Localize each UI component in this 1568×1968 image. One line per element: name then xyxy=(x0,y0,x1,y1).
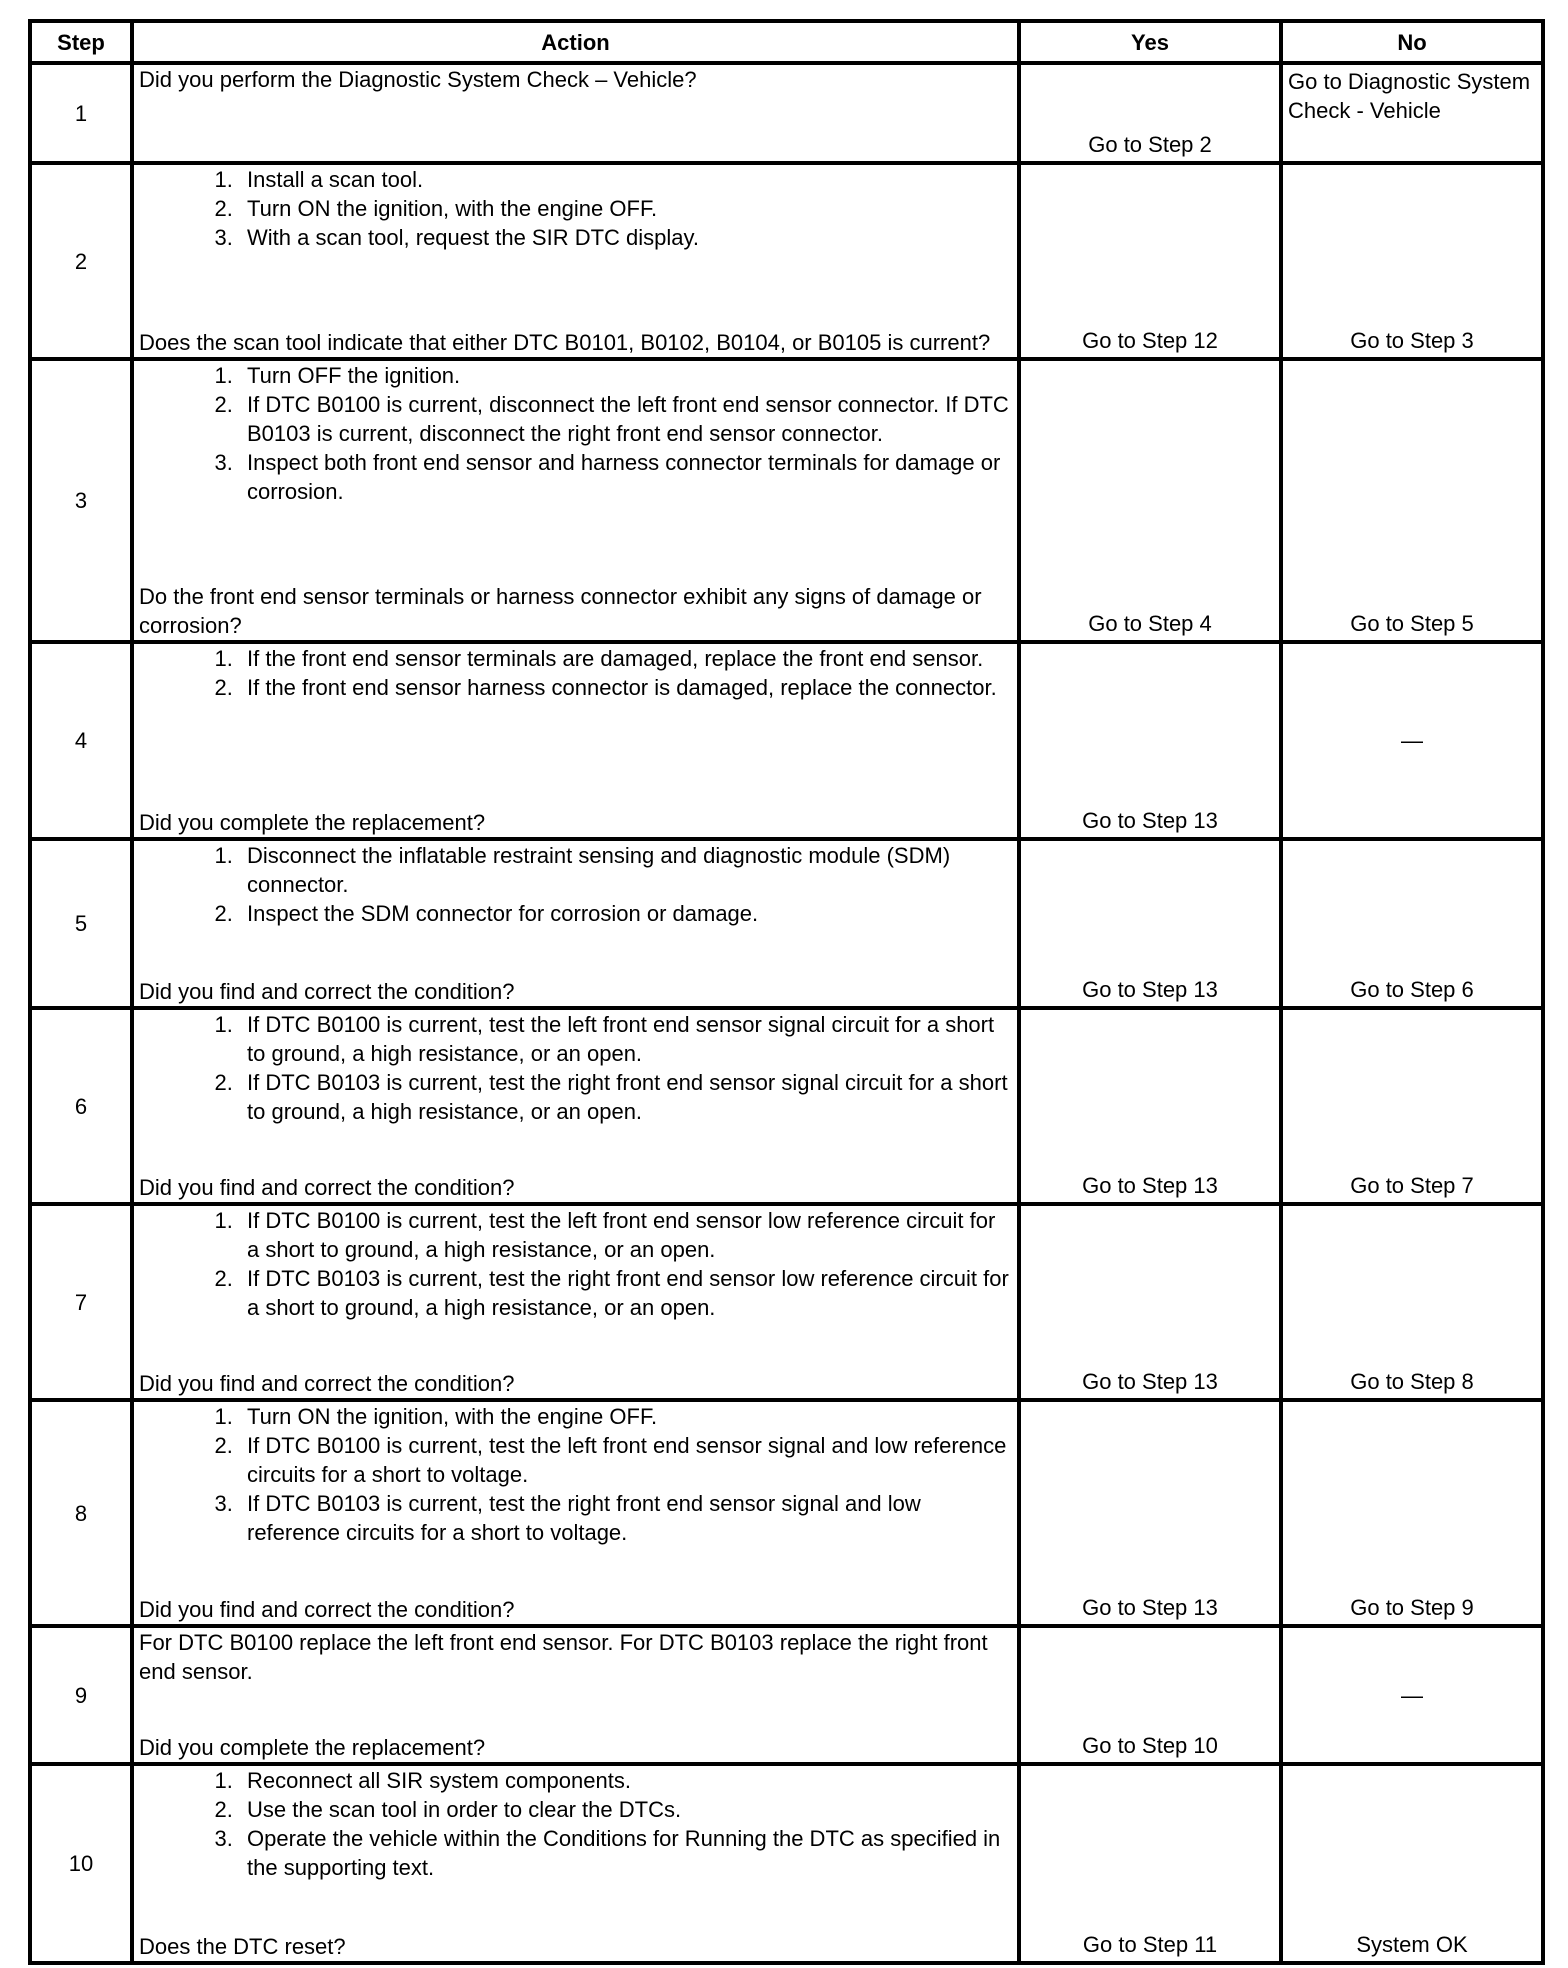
action-cell xyxy=(132,1204,1019,1400)
action-step: 3. Inspect both front end sensor and harness connector terminals for damage or corrosion. xyxy=(239,448,1012,506)
action-step: 2. Inspect the SDM connector for corrosion or damage. xyxy=(239,899,1012,928)
table-row xyxy=(30,642,1543,839)
action-question: Did you find and correct the condition? xyxy=(139,1371,515,1396)
header-action: Action xyxy=(132,21,1019,63)
yes-cell: Go to Step 11 xyxy=(1019,1764,1281,1963)
yes-cell: Go to Step 13 xyxy=(1019,642,1281,839)
header-yes: Yes xyxy=(1019,21,1281,63)
action-cell xyxy=(132,63,1019,163)
step-number: 9 xyxy=(30,1626,132,1764)
action-step: 2. If DTC B0100 is current, test the left front end sensor signal and low reference circuits for a short to voltage. xyxy=(239,1431,1012,1489)
header-row xyxy=(30,21,1543,63)
action-step: 1. Disconnect the inflatable restraint sensing and diagnostic module (SDM) connector. xyxy=(239,841,1012,899)
step-number: 5 xyxy=(30,839,132,1008)
yes-cell: Go to Step 13 xyxy=(1019,1400,1281,1626)
action-step: 1. Turn OFF the ignition. xyxy=(239,361,1012,390)
no-cell: Go to Step 6 xyxy=(1281,839,1543,1008)
action-step: 1. Turn ON the ignition, with the engine OFF. xyxy=(239,1402,1012,1431)
action-question: Did you complete the replacement? xyxy=(139,1735,486,1760)
action-cell xyxy=(132,1008,1019,1204)
action-cell xyxy=(132,1626,1019,1764)
action-steps xyxy=(139,1010,1012,1126)
no-cell: System OK xyxy=(1281,1764,1543,1963)
action-question: Did you find and correct the condition? xyxy=(139,1175,515,1200)
action-question: Does the scan tool indicate that either DTC B0101, B0102, B0104, or B0105 is current? xyxy=(139,330,991,355)
action-step: 2. If the front end sensor harness connector is damaged, replace the connector. xyxy=(239,673,1012,702)
table-row xyxy=(30,839,1543,1008)
action-steps xyxy=(139,1206,1012,1322)
step-number: 2 xyxy=(30,163,132,359)
table-row xyxy=(30,163,1543,359)
table-row xyxy=(30,359,1543,642)
yes-cell: Go to Step 4 xyxy=(1019,359,1281,642)
action-step: 3. With a scan tool, request the SIR DTC display. xyxy=(239,223,1012,252)
action-step: 1. If DTC B0100 is current, test the left front end sensor signal circuit for a short to ground, a high resistance, or an open. xyxy=(239,1010,1012,1068)
step-number: 1 xyxy=(30,63,132,163)
action-steps xyxy=(139,361,1012,506)
step-number: 3 xyxy=(30,359,132,642)
action-intro: For DTC B0100 replace the left front end sensor. For DTC B0103 replace the right front end sensor. xyxy=(139,1630,988,1684)
table-row xyxy=(30,1400,1543,1626)
action-step: 2. If DTC B0103 is current, test the right front end sensor low reference circuit for a short to ground, a high resistance, or an open. xyxy=(239,1264,1012,1322)
action-step: 1. If DTC B0100 is current, test the left front end sensor low reference circuit for a short to ground, a high resistance, or an open. xyxy=(239,1206,1012,1264)
header-no: No xyxy=(1281,21,1543,63)
step-number: 6 xyxy=(30,1008,132,1204)
action-cell xyxy=(132,839,1019,1008)
action-step: 1. Reconnect all SIR system components. xyxy=(239,1766,1012,1795)
action-step: 2. Use the scan tool in order to clear the DTCs. xyxy=(239,1795,1012,1824)
action-question: Did you perform the Diagnostic System Check – Vehicle? xyxy=(139,67,697,92)
table-row xyxy=(30,1626,1543,1764)
no-cell: — xyxy=(1281,1626,1543,1764)
table-row xyxy=(30,1008,1543,1204)
no-cell: — xyxy=(1281,642,1543,839)
step-number: 7 xyxy=(30,1204,132,1400)
action-step: 1. If the front end sensor terminals are damaged, replace the front end sensor. xyxy=(239,644,1012,673)
action-cell xyxy=(132,163,1019,359)
yes-cell: Go to Step 13 xyxy=(1019,1008,1281,1204)
yes-cell: Go to Step 10 xyxy=(1019,1626,1281,1764)
yes-cell: Go to Step 2 xyxy=(1019,63,1281,163)
no-cell: Go to Step 8 xyxy=(1281,1204,1543,1400)
table-row xyxy=(30,1764,1543,1963)
action-cell xyxy=(132,1764,1019,1963)
action-step: 2. If DTC B0100 is current, disconnect the left front end sensor connector. If DTC B0103 is current, disconnect the right front end sensor connector. xyxy=(239,390,1012,448)
action-steps xyxy=(139,841,1012,928)
table-row xyxy=(30,1204,1543,1400)
action-steps xyxy=(139,644,1012,702)
step-number: 10 xyxy=(30,1764,132,1963)
header-step: Step xyxy=(30,21,132,63)
action-question: Do the front end sensor terminals or harness connector exhibit any signs of damage or corrosion? xyxy=(139,584,982,638)
table-row xyxy=(30,63,1543,163)
no-cell: Go to Step 9 xyxy=(1281,1400,1543,1626)
action-step: 3. Operate the vehicle within the Conditions for Running the DTC as specified in the supporting text. xyxy=(239,1824,1012,1882)
action-question: Did you complete the replacement? xyxy=(139,810,486,835)
action-step: 2. If DTC B0103 is current, test the right front end sensor signal circuit for a short to ground, a high resistance, or an open. xyxy=(239,1068,1012,1126)
no-cell: Go to Step 5 xyxy=(1281,359,1543,642)
diagnostic-table xyxy=(28,19,1545,1965)
action-cell xyxy=(132,1400,1019,1626)
action-steps xyxy=(139,165,1012,252)
action-cell xyxy=(132,642,1019,839)
yes-cell: Go to Step 13 xyxy=(1019,839,1281,1008)
no-cell: Go to Diagnostic System Check - Vehicle xyxy=(1281,63,1543,163)
no-cell: Go to Step 7 xyxy=(1281,1008,1543,1204)
action-step: 1. Install a scan tool. xyxy=(239,165,1012,194)
step-number: 8 xyxy=(30,1400,132,1626)
yes-cell: Go to Step 13 xyxy=(1019,1204,1281,1400)
yes-cell: Go to Step 12 xyxy=(1019,163,1281,359)
action-question: Did you find and correct the condition? xyxy=(139,1597,515,1622)
action-steps xyxy=(139,1766,1012,1882)
action-question: Did you find and correct the condition? xyxy=(139,979,515,1004)
action-cell xyxy=(132,359,1019,642)
action-steps xyxy=(139,1402,1012,1547)
action-step: 2. Turn ON the ignition, with the engine OFF. xyxy=(239,194,1012,223)
no-cell: Go to Step 3 xyxy=(1281,163,1543,359)
action-question: Does the DTC reset? xyxy=(139,1934,346,1959)
action-step: 3. If DTC B0103 is current, test the right front end sensor signal and low reference circuits for a short to voltage. xyxy=(239,1489,1012,1547)
step-number: 4 xyxy=(30,642,132,839)
